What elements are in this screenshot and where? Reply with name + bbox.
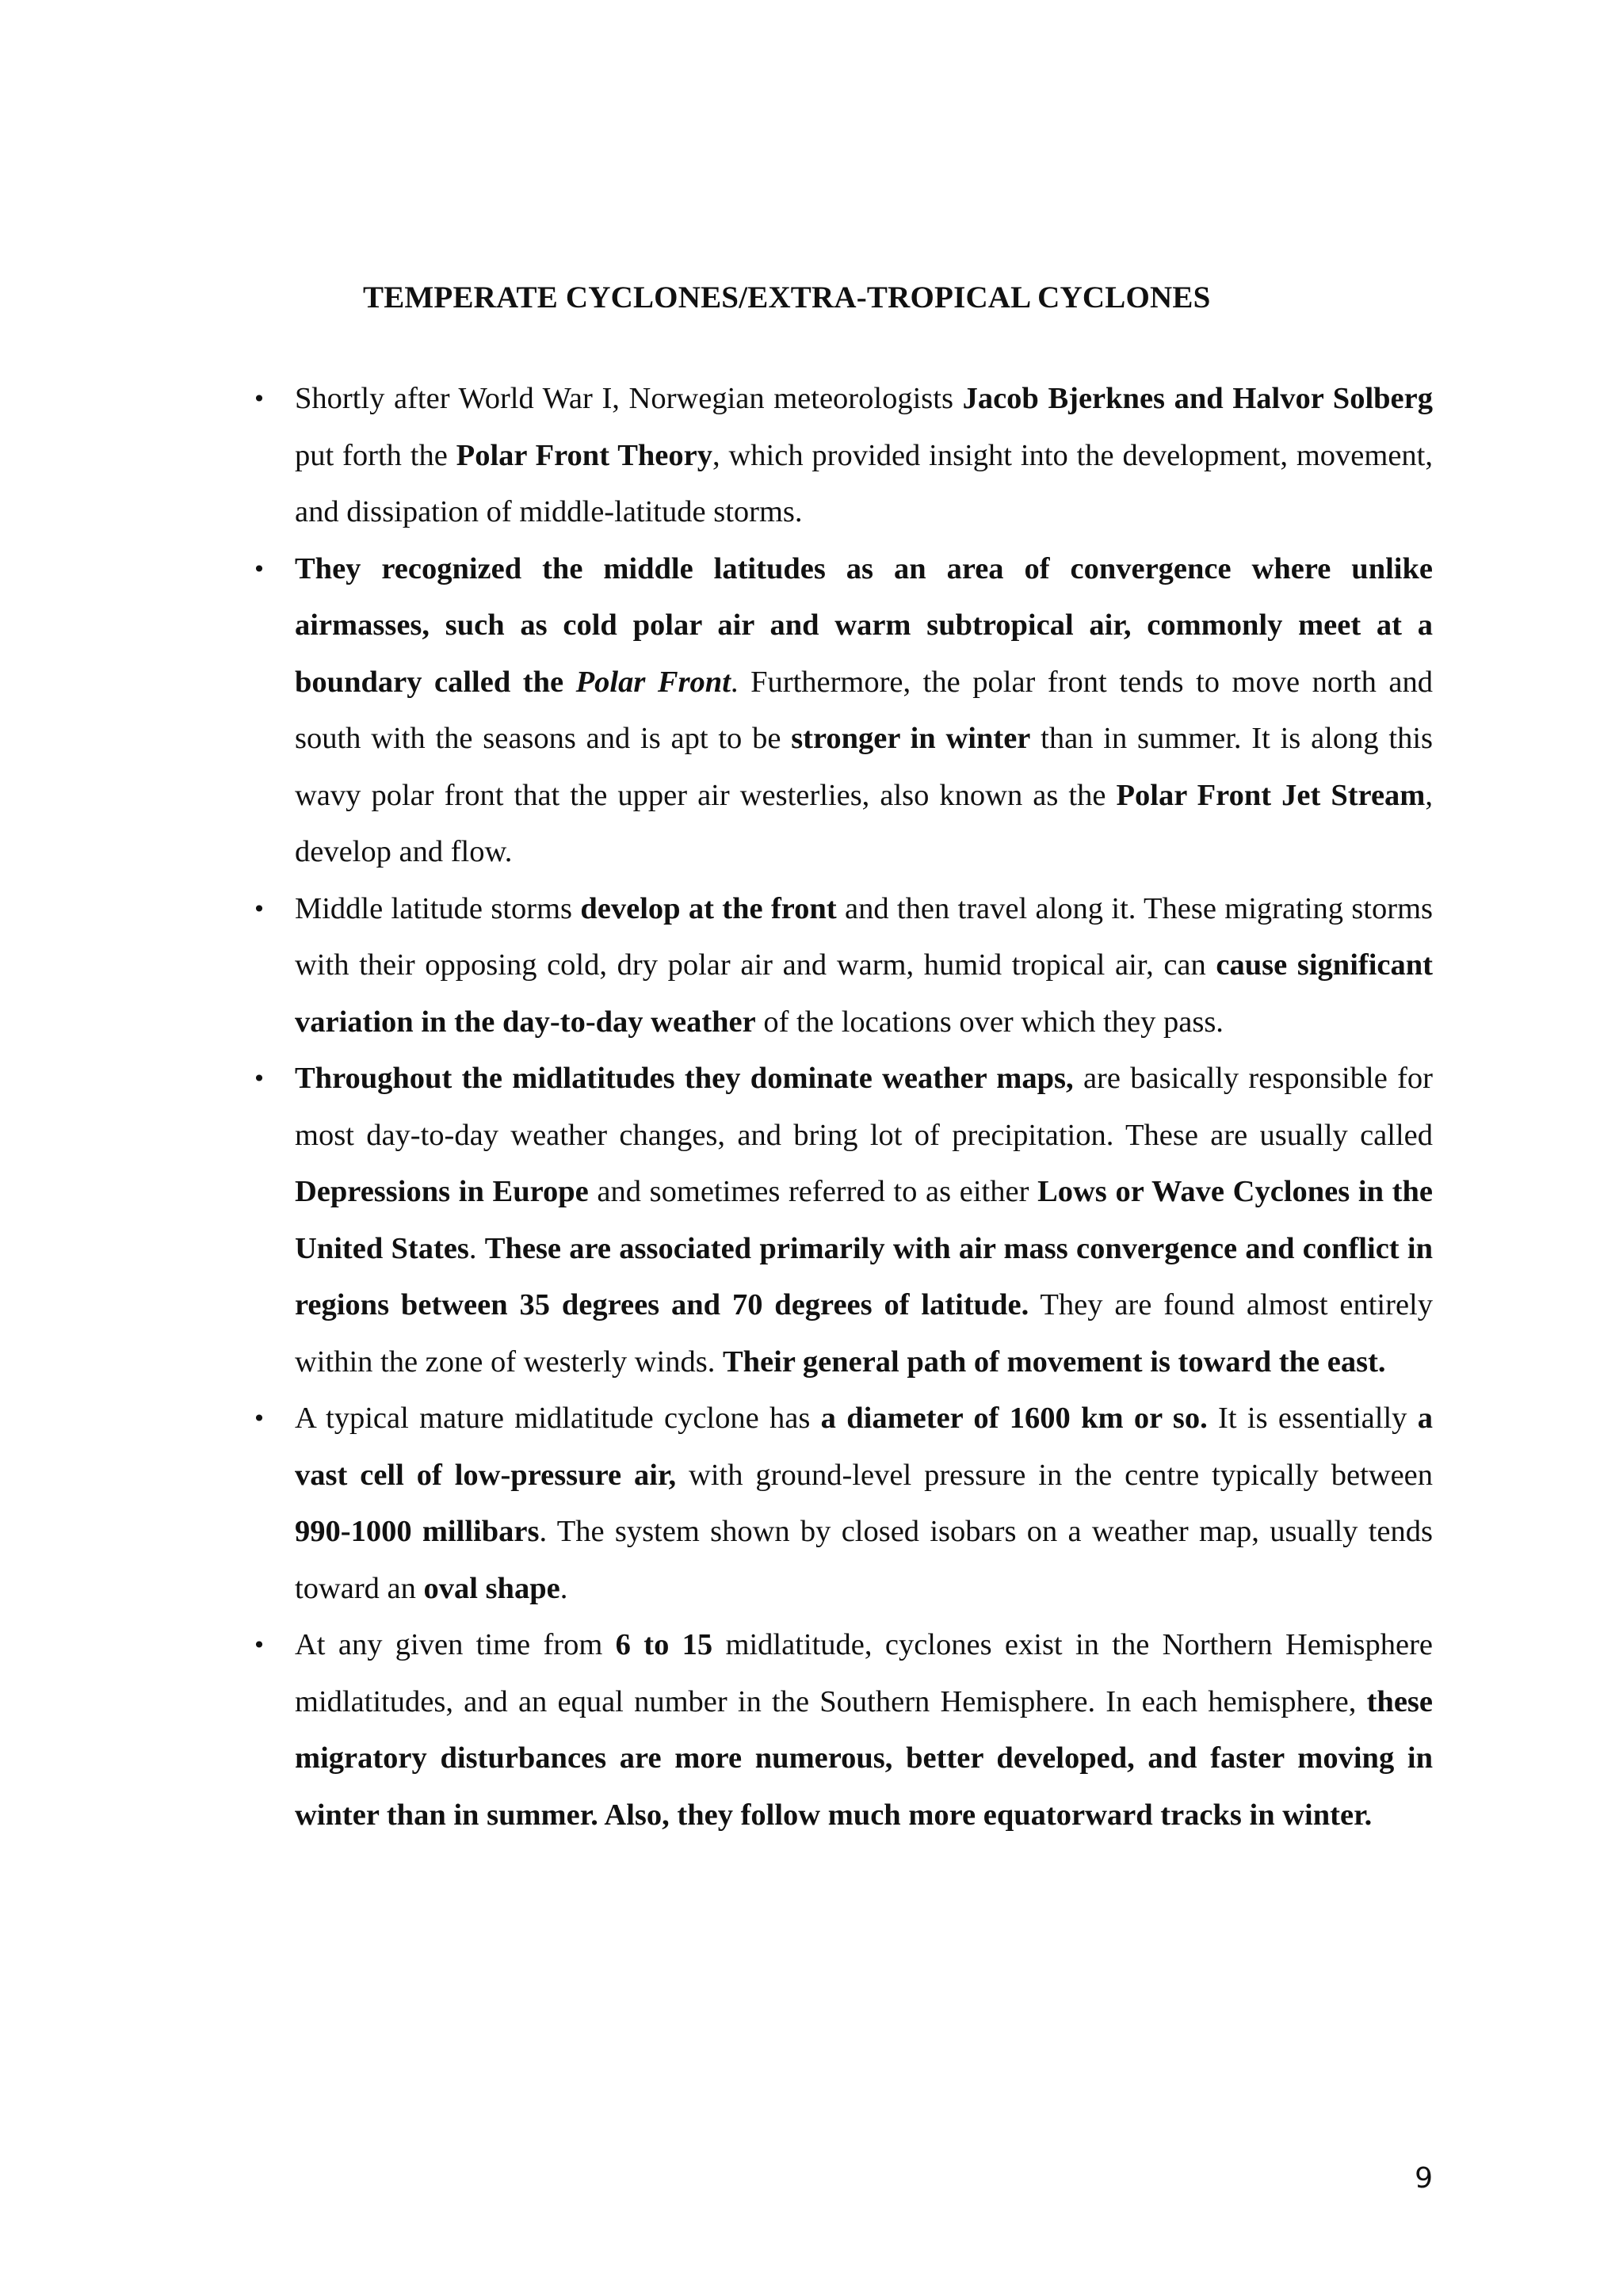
text-segment: these migratory disturbances are more numerous, better developed, and faster moving in winter than in summer. Also, they follow much more equatorward tracks in winter.: [295, 1684, 1433, 1832]
text-segment: Throughout the midlatitudes they dominate weather maps,: [295, 1062, 1074, 1095]
text-segment: Polar Front Theory: [456, 438, 712, 472]
text-segment: .: [468, 1231, 485, 1265]
text-segment: Jacob Bjerknes and Halvor Solberg: [962, 382, 1433, 415]
bullet-item: [252, 1051, 1433, 1390]
text-segment: a vast cell of low-pressure air,: [295, 1402, 1433, 1492]
text-segment: A typical mature midlatitude cyclone has: [295, 1402, 821, 1435]
text-segment: , develop and flow.: [295, 778, 1433, 868]
text-segment: of the locations over which they pass.: [755, 1005, 1224, 1039]
text-segment: 6 to 15: [615, 1628, 713, 1661]
text-segment: . The system shown by closed isobars on a weather map, usually tends toward an: [295, 1515, 1433, 1605]
bullet-icon: •: [252, 555, 266, 582]
text-segment: with ground-level pressure in the centre typically between: [676, 1458, 1434, 1492]
text-segment: . Furthermore, the polar front tends to move north and south with the seasons and is apt to be: [295, 665, 1434, 755]
text-segment: Middle latitude storms: [295, 891, 581, 925]
text-segment: develop at the front: [580, 891, 837, 925]
text-segment: cause significant variation in the day-to-day weather: [295, 948, 1433, 1039]
text-segment: Their general path of movement is toward the east.: [722, 1344, 1386, 1379]
text-segment: Lows or Wave Cyclones in the United States: [295, 1175, 1433, 1265]
text-segment: midlatitude, cyclones exist in the Northern Hemisphere midlatitudes, and an equal number in the Southern Hemisphere. In each hemisphere,: [295, 1628, 1434, 1718]
text-segment: and sometimes referred to as either: [588, 1175, 1038, 1208]
text-segment: 990-1000 millibars: [295, 1515, 540, 1548]
text-segment: than in summer. It is along this wavy polar front that the upper air westerlies, also known as the: [295, 722, 1434, 812]
text-segment: a diameter of 1600 km or so.: [820, 1402, 1208, 1435]
text-segment: Depressions in Europe: [295, 1175, 589, 1208]
bullet-item: [252, 1617, 1434, 1844]
text-segment: Shortly after World War I, Norwegian meteorologists: [295, 382, 963, 415]
text-segment: , which provided insight into the development, movement, and dissipation of middle-latitude storms.: [295, 438, 1433, 528]
text-segment: These are associated primarily with air mass convergence and conflict in regions between 35 degrees and 70 degrees of latitude.: [295, 1231, 1433, 1322]
text-segment: It is essentially: [1207, 1402, 1418, 1435]
text-segment: Polar Front: [575, 665, 731, 699]
text-segment: oval shape: [423, 1571, 560, 1605]
bullet-icon: •: [252, 1066, 266, 1092]
text-segment: At any given time from: [295, 1628, 616, 1661]
text-segment: put forth the: [295, 438, 456, 472]
text-segment: .: [559, 1571, 568, 1605]
bullet-icon: •: [252, 1632, 266, 1658]
bullet-list: [252, 371, 1434, 1844]
text-segment: Polar Front Jet Stream: [1116, 778, 1426, 812]
bullet-item: [252, 1390, 1434, 1617]
bullet-item: [252, 541, 1434, 881]
page-title: TEMPERATE CYCLONES/EXTRA-TROPICAL CYCLONES: [363, 280, 1211, 315]
text-segment: They recognized the middle latitudes as an area of convergence where unlike airmasses, such as cold polar air and warm subtropical air, commonly meet at a boundary called the: [295, 551, 1433, 699]
bullet-icon: •: [252, 895, 266, 922]
bullet-item: [252, 371, 1433, 541]
text-segment: stronger in winter: [791, 722, 1031, 755]
text-segment: are basically responsible for most day-to-day weather changes, and bring lot of precipitation. These are usually called: [295, 1062, 1433, 1152]
text-segment: and then travel along it. These migrating storms with their opposing cold, dry polar air and warm, humid tropical air, can: [295, 891, 1433, 982]
bullet-icon: •: [252, 1405, 266, 1432]
text-segment: They are found almost entirely within the zone of westerly winds.: [295, 1288, 1433, 1379]
bullet-item: [252, 881, 1433, 1051]
bullet-icon: •: [252, 386, 266, 412]
page-number: 9: [1415, 2162, 1433, 2195]
